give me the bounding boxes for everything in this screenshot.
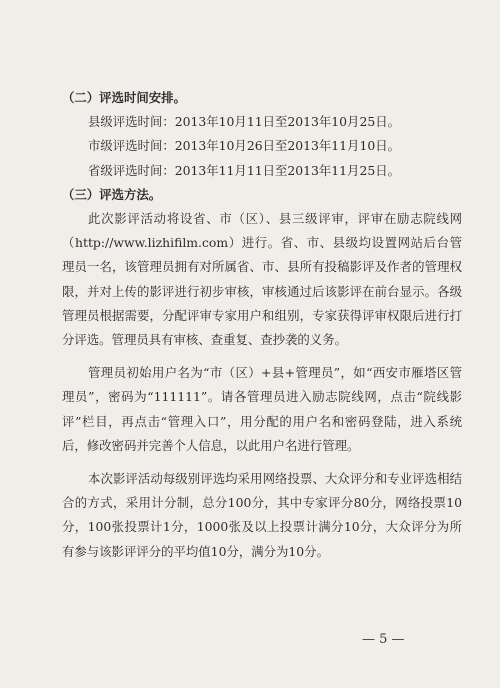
province-schedule-line: 省级评选时间：2013年11月11日至2013年11月25日。	[88, 162, 400, 178]
county-schedule-line: 县级评选时间：2013年10月11日至2013年10月25日。	[88, 114, 400, 130]
method-paragraph-2: 管理员初始用户名为“市（区）+县+管理员”，如“西安市雁塔区管理员”，密码为“111111”。请各管理员进入励志院线网，点击“院线影评”栏目，再点击“管理入口”，用分配的用户名和密码登陆，进入系统后，修改密码并完善个人信息，以此用户名进行管理。	[62, 365, 462, 453]
section-heading-method: （三）评选方法。	[62, 186, 162, 202]
document-body	[62, 86, 462, 564]
page-number: — 5 —	[362, 632, 405, 647]
method-paragraph-3: 本次影评活动每级别评选均采用网络投票、大众评分和专业评选相结合的方式，采用计分制，总分100分，其中专家评分80分，网络投票10分，100张投票计1分，1000张及以上投票计满分10分，大众评分为所有参与该影评评分的平均值10分，满分为10分。	[62, 471, 462, 559]
method-paragraph-1: 此次影评活动将设省、市（区）、县三级评审，评审在励志院线网（http://www.lizhifilm.com）进行。省、市、县级均设置网站后台管理员一名，该管理员拥有对所属省、市、县所有投稿影评及作者的管理权限，并对上传的影评进行初步审核，审核通过后该影评在前台显示。各级管理员根据需要，分配评审专家用户和组别，专家获得评审权限后进行打分评选。管理员具有审核、查重复、查抄袭的义务。	[62, 211, 462, 348]
city-schedule-line: 市级评选时间：2013年10月26日至2013年11月10日。	[88, 138, 400, 154]
section-heading-schedule: （二）评选时间安排。	[62, 90, 186, 105]
